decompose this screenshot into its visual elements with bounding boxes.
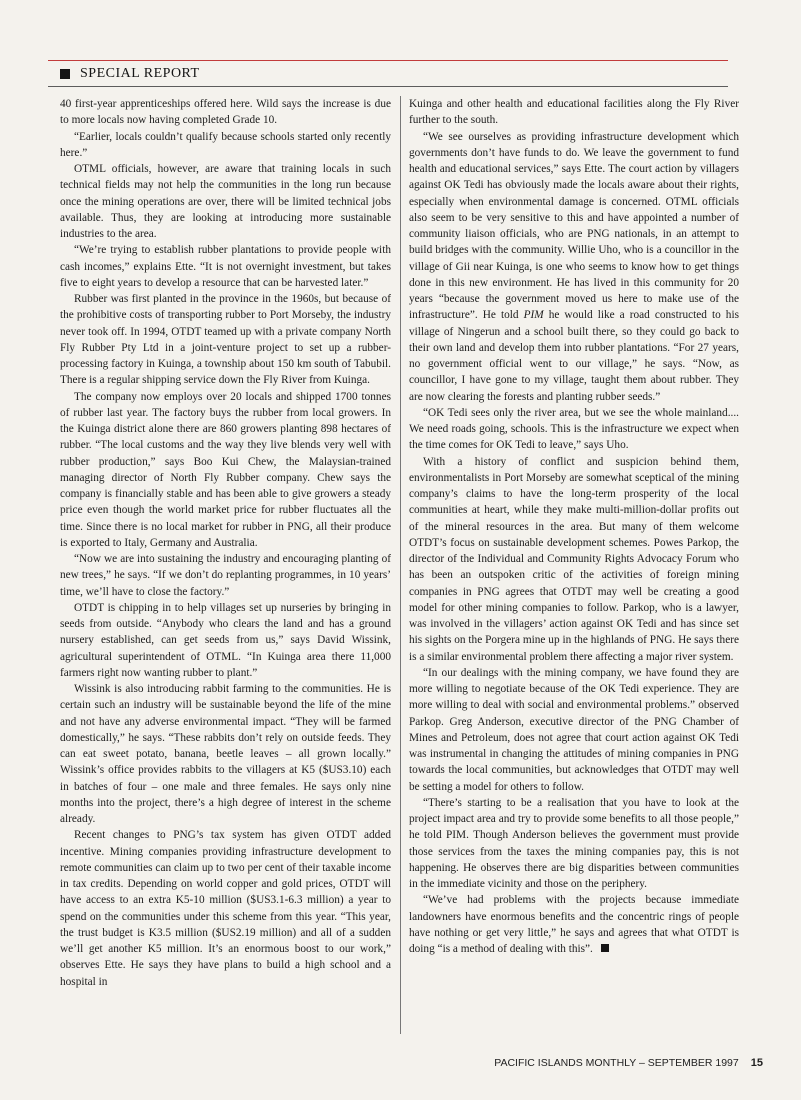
paragraph: Recent changes to PNG’s tax system has given OTDT added incentive. Mining companies providing infrastructure development to remote communities can claim up to two per cent of their taxable income in tax credits. Depending on world copper and gold prices, OTDT will have access to an extra K5-10 million ($US3.1-6.3 million) a year to spend on the communities under this scheme from this year. “This year, the trust budget is K3.5 million ($US2.19 million) and all of a sudden we’ll get another K5 million. It’s an enormous boost to our work,” observes Ette. He says they have plans to build a high school and a hospital in [60,829,391,988]
article-column-left [60,96,391,1032]
paragraph: Rubber was first planted in the province in the 1960s, but because of the prohibitive costs of transporting rubber to Port Morseby, the industry never took off. In 1994, OTDT teamed up with a private company North Fly Rubber Pty Ltd in a joint-venture project to set up a rubber-processing factory in Kuinga, a township about 150 km south of Tabubil. There is a regular shipping service down the Fly River from Kuinga. [60,293,391,387]
section-title: SPECIAL REPORT [80,66,200,81]
publication-abbrev: PIM [523,309,544,322]
paragraph: “There’s starting to be a realisation that you have to look at the project impact area and try to provide some benefits to all those people,” he told PIM. Though Anderson believes the government must provide those services from the taxes the mining companies pay, this is not happening. He observes there are big disparities between communities in the immediate vicinity and those on the periphery. [409,796,739,890]
paragraph: “Now we are into sustaining the industry and encouraging planting of new trees,” he says. “If we don’t do replanting programmes, in 10 years’ time, we’ll have to close the factory.” [60,553,391,598]
paragraph: OTDT is chipping in to help villages set up nurseries by bringing in seeds from outside. “Anybody who clears the land and has a ground nursery established, can get seeds from us,” says David Wissink, agricultural superintendent of OTML. “In Kuinga area there 11,000 farmers right now wanting rubber to plant.” [60,601,391,679]
square-bullet-icon [60,69,70,79]
paragraph: “In our dealings with the mining company, we have found they are more willing to negotiate because of the OK Tedi experience. They are more willing to deal with social and environmental problems.” observed Parkop. Greg Anderson, executive director of the PNG Chamber of Mines and Petroleum, does not agree that court action against OK Tedi was instrumental in changing the attitudes of mining companies in PNG towards the local communities, but acknowledges that OTDT may well be setting a model for others to follow. [409,666,739,793]
footer-publication: PACIFIC ISLANDS MONTHLY – SEPTEMBER 1997 [494,1057,739,1069]
paragraph: Wissink is also introducing rabbit farming to the communities. He is certain such an industry will be sustainable beyond the life of the mine and not have any adverse environmental impact. “They will be farmed domestically,” he says. “These rabbits don’t rely on outside feeds. They can eat sweet potato, banana, beetle leaves – all grown locally.” Wissink’s office provides rabbits to the villagers at K5 ($US3.10) each in batches of four – one male and three females. He says only nine months into the project, there’s a high degree of interest in the scheme already. [60,683,391,825]
paragraph: 40 first-year apprenticeships offered here. Wild says the increase is due to more locals now having completed Grade 10. [60,98,391,127]
paragraph [409,892,739,957]
article-column-right [409,96,739,1032]
paragraph: “Earlier, locals couldn’t qualify because schools started only recently here.” [60,130,391,159]
paragraph: OTML officials, however, are aware that training locals in such technical fields may not help the communities in the long run because once the mining operations are over, there will be limited technical jobs available. Thus, they are looking at introducing more sustainable industries to the area. [60,163,391,240]
paragraph-text: “We see ourselves as providing infrastructure development which governments don’t have funds to do. We leave the government to fund health and educational services,” says Ette. The court action by villagers against OK Tedi has obviously made the locals aware about their rights, especially when environmental damage is concerned. OTML officials also seem to be very sensitive to this and have appointed a number of community liaison officials, who are PNG nationals, in an attempt to build bridges with the community. Willie Uho, who is a councillor in the village of Gii near Kuinga, is one who seems to know how to get things done in this new environment. He has lived in this community for 20 years “because the government moved us here to make use of the infrastructure”. He told [409,130,739,322]
paragraph-text: “We’ve had problems with the projects because immediate landowners have enormous benefits and the concentric rings of people have nothing or get very little,” he says and agrees that what OTDT is doing “is a method of dealing with this”. [409,894,739,955]
paragraph [409,129,739,405]
column-divider [400,96,401,1034]
paragraph: “OK Tedi sees only the river area, but we see the whole mainland.... We need roads going, schools. This is the infrastructure we expect when the time comes for OK Tedi to leave,” says Uho. [409,406,739,452]
paragraph: Kuinga and other health and educational facilities along the Fly River further to the south. [409,98,739,127]
paragraph-text: he would like a road constructed to his village of Ningerun and a school built there, so they could go back to their own land and develop them into rubber plantations. “For 27 years, no government official went to our village,” he says. “Now, as councillor, I have gone to my village, taught them about rubber. They are now clearing the forests and planting rubber seeds.” [409,309,739,403]
paragraph: The company now employs over 20 locals and shipped 1700 tonnes of rubber last year. The factory buys the rubber from local growers. In the Kuinga district alone there are 860 growers planting 898 hectares of rubber. “The local customs and the way they live blends very well with rubber production,” says Boo Kui Chew, the Malaysian-trained managing director of North Fly Rubber company. Chew says the company is financially stable and has been able to give growers a steady price even though the world market price for rubber fluctuates all the time. Since there is no local market for rubber in PNG, all their produce is exported to Italy, Germany and Australia. [60,390,391,549]
paragraph: With a history of conflict and suspicion behind them, environmentalists in Port Morseby are somewhat sceptical of the mining company’s claims to have the long-term prosperity of the local communities at heart, while they make multi-million-dollar profits out of the mineral resources in the area. But many of them welcome OTDT’s focus on sustainable development schemes. Powes Parkop, the director of the Individual and Community Rights Advocacy Forum who has been an outspoken critic of the activities of foreign mining companies in PNG agrees that OTDT may well be creating a good model for other mining companies to follow. Parkop, who is a lawyer, was involved in the villagers’ action against OK Tedi and has since set his sights on the Porgera mine up in the highlands of PNG. He says there is a similar environmental problem there affecting a major river system. [409,455,739,663]
header-accent-rule [48,60,728,61]
header-divider-rule [48,86,728,87]
page-footer [494,1057,763,1069]
end-of-article-square-icon [601,944,609,952]
paragraph: “We’re trying to establish rubber plantations to provide people with cash incomes,” explains Ette. “It is not overnight investment, but takes five to eight years to develop a resource that can be harvested later.” [60,244,391,289]
section-header [60,65,200,83]
page-number: 15 [750,1057,763,1069]
